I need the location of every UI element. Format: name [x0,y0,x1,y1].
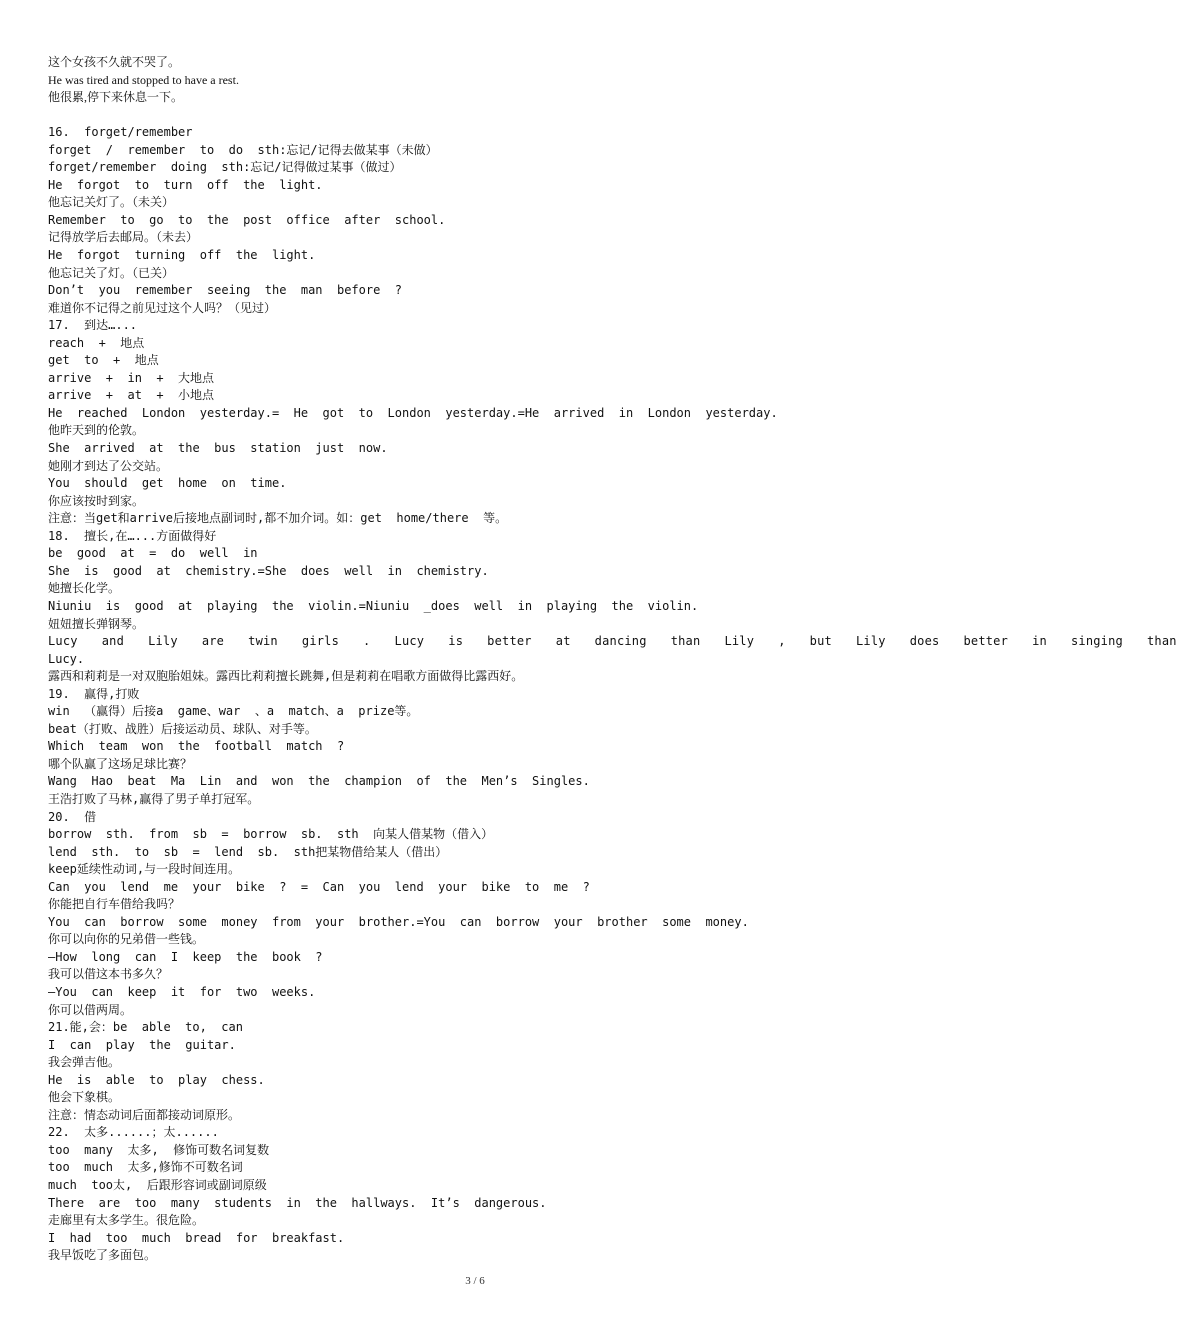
section-heading: 21.能,会：be able to, can [48,1020,243,1035]
text-line: 她刚才到达了公交站。 [48,458,169,473]
text-line: —How long can I keep the book ? [48,949,323,964]
text-line: Remember to go to the post office after school. [48,212,446,227]
text-line: Can you lend me your bike ? = Can you lend your bike to me ? [48,879,590,894]
text-line: get to + 地点 [48,353,159,368]
text-line: too much 太多,修饰不可数名词 [48,1160,243,1175]
text-line: You should get home on time. [48,476,287,491]
text-line: much too太, 后跟形容词或副词原级 [48,1178,267,1192]
text-line: He reached London yesterday.= He got to London yesterday.=He arrived in London yesterday. [48,405,778,420]
text-line: He was tired and stopped to have a rest. [48,72,239,87]
text-line: arrive + in + 大地点 [48,370,215,385]
text-line: forget / remember to do sth:忘记/记得去做某事（未做） [48,142,438,157]
text-line: Niuniu is good at playing the violin.=Niuniu _does well in playing the violin. [48,598,699,613]
text-line: reach + 地点 [48,335,145,350]
text-line: lend sth. to sb = lend sb. sth把某物借给某人（借出） [48,844,448,859]
text-line: forget/remember doing sth:忘记/记得做过某事（做过） [48,160,402,175]
text-line: 他很累,停下来休息一下。 [48,90,184,105]
text-line: 我可以借这本书多久？ [48,967,169,982]
text-line: Wang Hao beat Ma Lin and won the champion of the Men’s Singles. [48,774,590,789]
text-line: She arrived at the bus station just now. [48,441,388,456]
document-body [48,54,1177,1265]
text-line: 难道你不记得之前见过这个人吗？（见过） [48,300,277,315]
text-line: 走廊里有太多学生。很危险。 [48,1213,205,1228]
text-line: too many 太多, 修饰可数名词复数 [48,1142,270,1157]
text-line: 他昨天到的伦敦。 [48,423,145,438]
text-line: arrive + at + 小地点 [48,388,215,403]
text-line: 她擅长化学。 [48,581,121,596]
text-line: 王浩打败了马林,赢得了男子单打冠军。 [48,791,260,806]
text-line: I can play the guitar. [48,1037,236,1052]
text-line: beat（打败、战胜）后接运动员、球队、对手等。 [48,721,317,736]
text-line: 我会弹吉他。 [48,1055,121,1070]
text-line: You can borrow some money from your brother.=You can borrow your brother some money. [48,914,749,929]
text-line: Don’t you remember seeing the man before ? [48,283,403,298]
text-line: keep延续性动词,与一段时间连用。 [48,862,241,877]
text-line: Which team won the football match ? [48,739,345,754]
text-line: 你应该按时到家。 [48,493,145,508]
text-line: borrow sth. from sb = borrow sb. sth 向某人借某物（借入） [48,827,494,842]
text-line: 你能把自行车借给我吗？ [48,897,181,912]
text-line: 我早饭吃了多面包。 [48,1248,157,1263]
text-line: She is good at chemistry.=She does well in chemistry. [48,563,489,578]
text-line: He forgot to turn off the light. [48,177,323,192]
note-line: 注意：情态动词后面都接动词原形。 [48,1107,241,1122]
text-line: 他忘记关了灯。（已关） [48,265,175,280]
text-line: 他忘记关灯了。（未关） [48,195,175,210]
page-number: 3 / 6 [465,1275,485,1287]
text-line: Lucy and Lily are twin girls . Lucy is better at dancing than Lily , but Lily does better in singing than [48,634,1177,649]
text-line: 妞妞擅长弹钢琴。 [48,616,145,631]
text-line: He is able to play chess. [48,1072,265,1087]
section-heading: 16. forget/remember [48,125,193,140]
text-line: 哪个队赢了这场足球比赛？ [48,756,193,771]
text-line: There are too many students in the hallways. It’s dangerous. [48,1195,547,1210]
note-line: 注意：当get和arrive后接地点副词时,都不加介词。如：get home/there 等。 [48,511,508,526]
text-line: 记得放学后去邮局。（未去） [48,230,199,245]
text-line: —You can keep it for two weeks. [48,984,316,999]
section-heading: 19. 赢得,打败 [48,686,140,701]
blank-line [48,107,908,125]
text-line: 你可以借两周。 [48,1002,133,1017]
text-line: He forgot turning off the light. [48,248,316,263]
section-heading: 17. 到达…... [48,318,138,333]
text-line: Lucy. [48,651,85,666]
text-line: 这个女孩不久就不哭了。 [48,55,181,69]
section-heading: 22. 太多......；太...... [48,1125,219,1140]
section-heading: 20. 借 [48,809,97,824]
text-line: I had too much bread for breakfast. [48,1230,345,1245]
section-heading: 18. 擅长,在…...方面做得好 [48,528,217,543]
text-line: 你可以向你的兄弟借一些钱。 [48,932,205,947]
text-line: be good at = do well in [48,546,258,561]
text-line: 他会下象棋。 [48,1090,121,1105]
text-line: win （赢得）后接a game、war 、a match、a prize等。 [48,704,419,719]
text-line: 露西和莉莉是一对双胞胎姐妹。露西比莉莉擅长跳舞,但是莉莉在唱歌方面做得比露西好。 [48,669,524,684]
